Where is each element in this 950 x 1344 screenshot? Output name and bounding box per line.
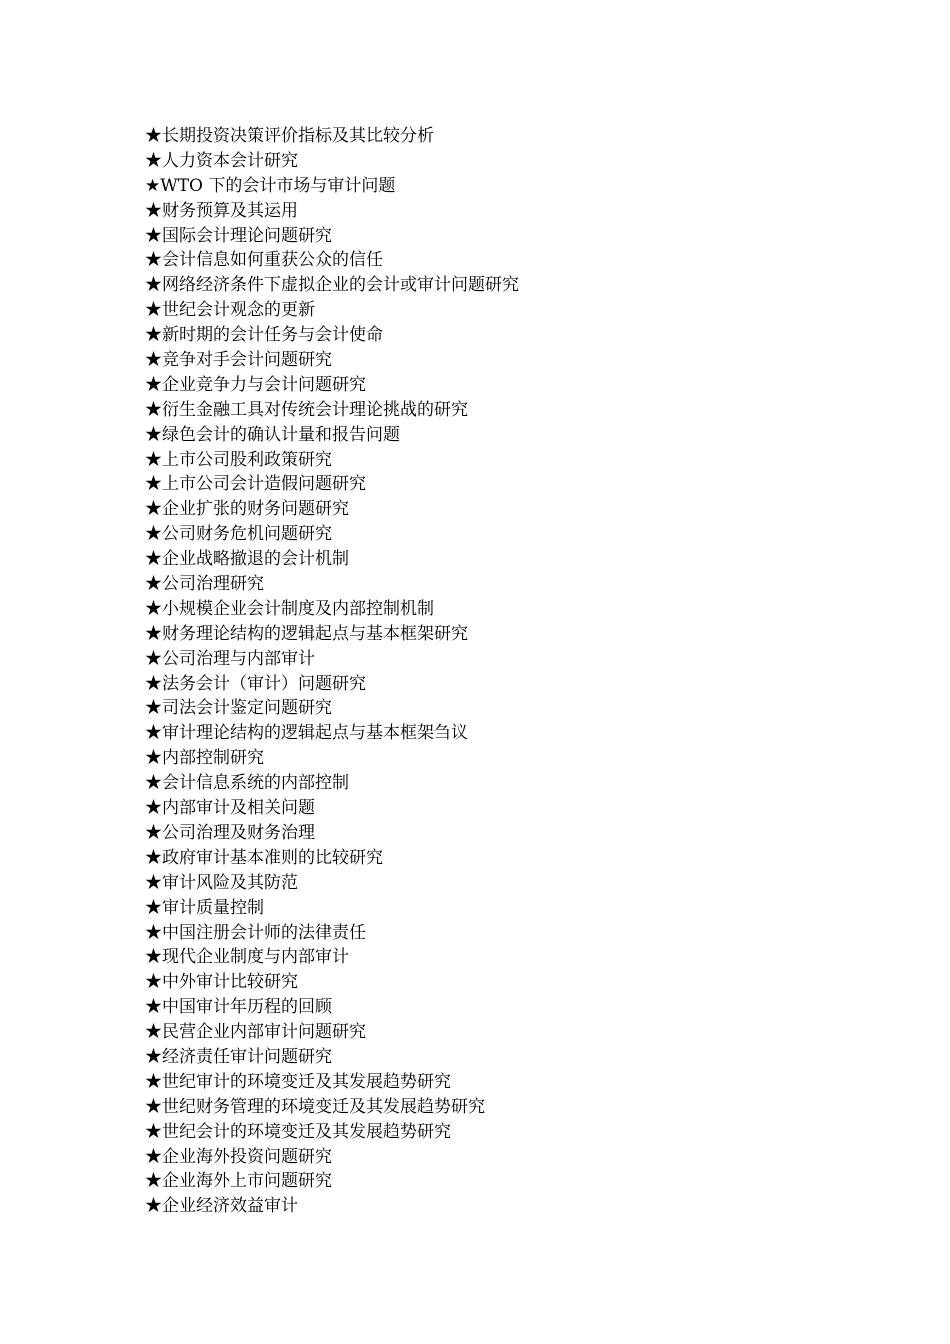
list-item: ★公司治理研究: [145, 574, 264, 595]
list-item: ★审计风险及其防范: [145, 872, 298, 893]
list-item: ★WTO 下的会计市场与审计问题: [145, 175, 396, 196]
list-item: ★世纪财务管理的环境变迁及其发展趋势研究: [145, 1096, 485, 1117]
list-item: ★民营企业内部审计问题研究: [145, 1022, 366, 1043]
list-item: ★企业竞争力与会计问题研究: [145, 374, 366, 395]
list-item: ★竞争对手会计问题研究: [145, 350, 332, 371]
list-item: ★审计理论结构的逻辑起点与基本框架刍议: [145, 723, 468, 744]
list-item: ★世纪会计观念的更新: [145, 300, 315, 321]
list-item: ★网络经济条件下虚拟企业的会计或审计问题研究: [145, 275, 519, 296]
list-item: ★长期投资决策评价指标及其比较分析: [145, 126, 434, 146]
list-item: ★公司治理与内部审计: [145, 648, 315, 669]
list-item: ★企业战略撤退的会计机制: [145, 549, 349, 570]
list-item: ★公司治理及财务治理: [145, 822, 315, 843]
list-item: ★中国审计年历程的回顾: [145, 997, 332, 1018]
list-item: ★上市公司股利政策研究: [145, 449, 332, 470]
list-item: ★现代企业制度与内部审计: [145, 947, 349, 968]
list-item: ★人力资本会计研究: [145, 150, 298, 171]
list-item: ★新时期的会计任务与会计使命: [145, 325, 383, 346]
list-item: ★企业海外投资问题研究: [145, 1146, 332, 1167]
list-item: ★企业经济效益审计: [145, 1196, 298, 1217]
list-item: ★会计信息如何重获公众的信任: [145, 250, 383, 271]
list-item: ★小规模企业会计制度及内部控制机制: [145, 598, 434, 619]
list-item: ★法务会计（审计）问题研究: [145, 673, 366, 694]
list-item: ★公司财务危机问题研究: [145, 524, 332, 545]
list-item: ★中外审计比较研究: [145, 972, 298, 993]
list-item: ★财务理论结构的逻辑起点与基本框架研究: [145, 623, 468, 644]
list-item: ★会计信息系统的内部控制: [145, 773, 349, 794]
list-item: ★内部控制研究: [145, 748, 264, 769]
list-item: ★世纪会计的环境变迁及其发展趋势研究: [145, 1121, 451, 1142]
list-item: ★上市公司会计造假问题研究: [145, 474, 366, 495]
list-item: ★政府审计基本准则的比较研究: [145, 847, 383, 868]
list-item: ★世纪审计的环境变迁及其发展趋势研究: [145, 1071, 451, 1092]
list-item: ★衍生金融工具对传统会计理论挑战的研究: [145, 399, 468, 420]
list-item: ★中国注册会计师的法律责任: [145, 922, 366, 943]
topic-list: [145, 124, 865, 1219]
list-item: ★经济责任审计问题研究: [145, 1046, 332, 1067]
list-item: ★司法会计鉴定问题研究: [145, 698, 332, 719]
list-item: ★企业扩张的财务问题研究: [145, 499, 349, 520]
list-item: ★财务预算及其运用: [145, 200, 298, 221]
list-item: ★国际会计理论问题研究: [145, 225, 332, 246]
list-item: ★审计质量控制: [145, 897, 264, 918]
list-item: ★绿色会计的确认计量和报告问题: [145, 424, 400, 445]
list-item: ★内部审计及相关问题: [145, 798, 315, 819]
list-item: ★企业海外上市问题研究: [145, 1171, 332, 1192]
